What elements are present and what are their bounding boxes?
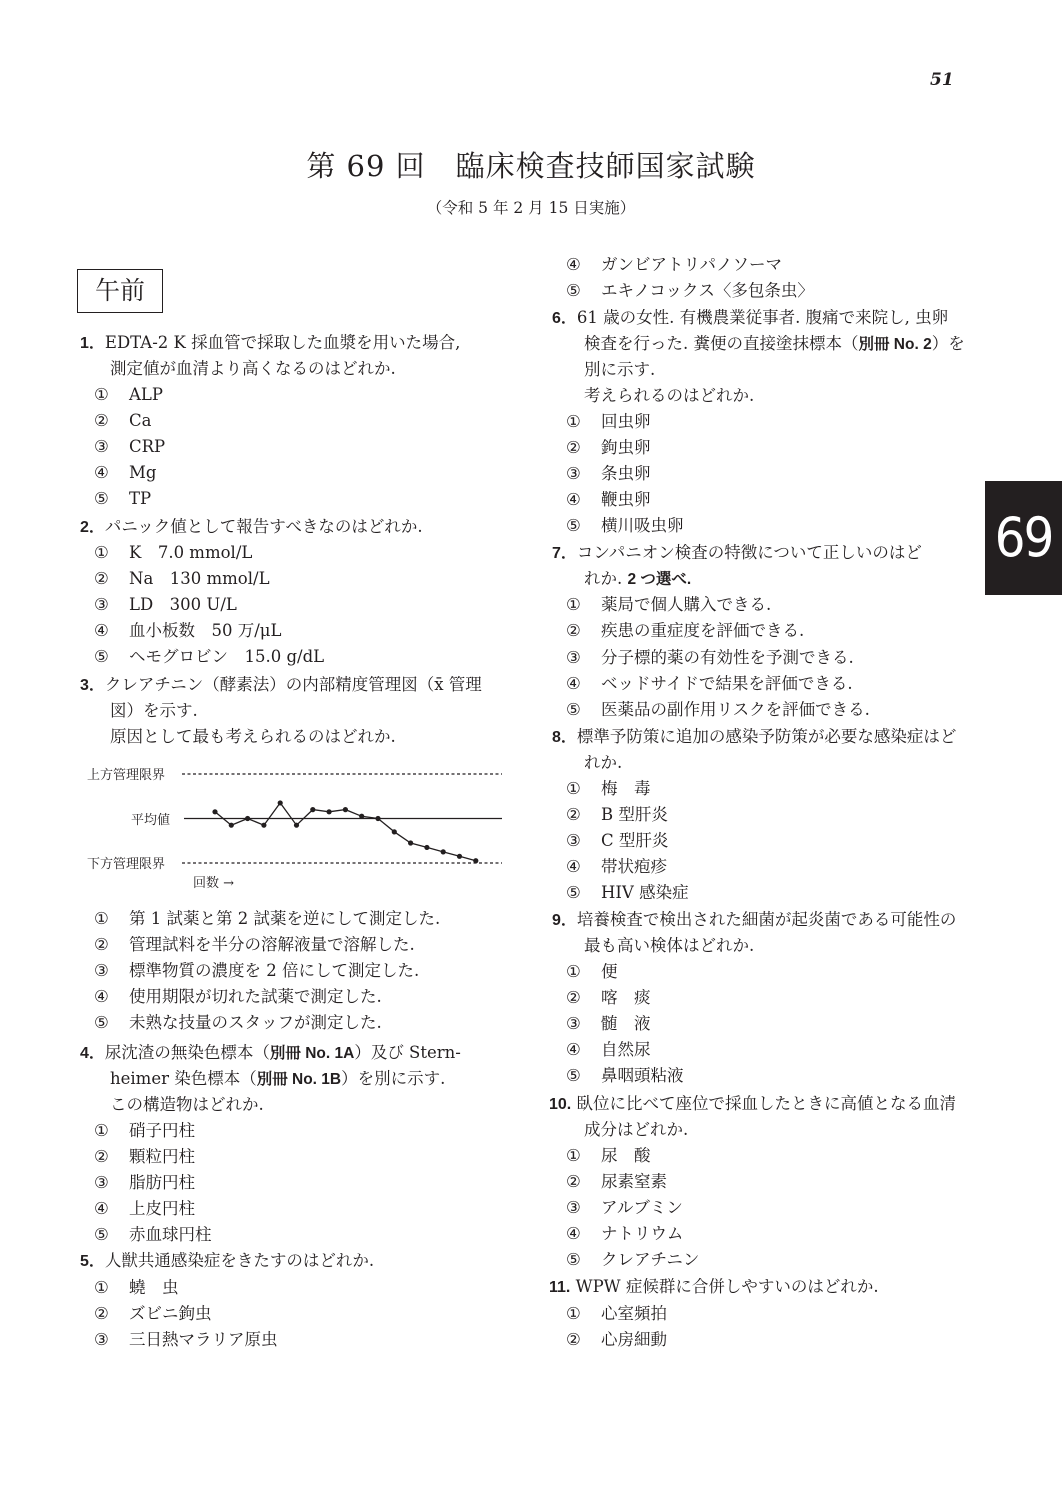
q9-line-1: 9．培養検査で検出された細菌が起炎菌である可能性の xyxy=(552,910,957,929)
q9-option: ③ 髄 液 xyxy=(566,1014,651,1033)
q2-line-1: 2．パニック値として報告すべきなのはどれか. xyxy=(80,517,423,536)
q11-line-1: 11. WPW 症候群に合併しやすいのはどれか. xyxy=(549,1277,879,1296)
q10-option: ① 尿 酸 xyxy=(566,1146,651,1165)
data-point xyxy=(245,816,250,821)
q2-option: ① K 7.0 mmol/L xyxy=(94,543,253,562)
control-chart-svg xyxy=(82,758,512,898)
mean-label: 平均値 xyxy=(131,813,171,828)
data-point xyxy=(261,823,266,828)
q6-number: 6． xyxy=(552,310,577,327)
session-label: 午前 xyxy=(77,269,163,313)
q10-option: ③ アルブミン xyxy=(566,1198,683,1217)
data-point xyxy=(327,809,332,814)
q6-line-2: 検査を行った. 糞便の直接塗抹標本（別冊 No. 2）を xyxy=(584,334,965,353)
q8-line-1: 8．標準予防策に追加の感染予防策が必要な感染症はど xyxy=(552,727,957,746)
q4-number: 4． xyxy=(80,1045,105,1062)
data-point xyxy=(359,814,364,819)
q7-number: 7． xyxy=(552,545,577,562)
q10-line-2: 成分はどれか. xyxy=(584,1120,689,1139)
booklet-ref-1a: 別冊 No. 1A xyxy=(269,1045,355,1062)
data-point xyxy=(408,840,413,845)
q6-line-4: 考えられるのはどれか. xyxy=(584,386,755,405)
q4-line-3: この構造物はどれか. xyxy=(110,1095,264,1114)
q5-line-1: 5．人獣共通感染症をきたすのはどれか. xyxy=(80,1251,375,1270)
q1-option: ③ CRP xyxy=(94,437,166,456)
q3-option: ④ 使用期限が切れた試薬で測定した. xyxy=(94,987,382,1006)
q1-line-2: 測定値が血清より高くなるのはどれか. xyxy=(110,359,396,378)
q4-option: ③ 脂肪円柱 xyxy=(94,1173,195,1192)
q11-option: ② 心房細動 xyxy=(566,1330,667,1349)
data-point xyxy=(343,807,348,812)
q4-line-1: 4．尿沈渣の無染色標本（別冊 No. 1A）及び Stern- xyxy=(80,1043,461,1062)
q1-line-1 xyxy=(80,330,460,357)
q5-option: ⑤ エキノコックス〈多包条虫〉 xyxy=(566,281,814,300)
q2-option: ⑤ ヘモグロビン 15.0 g/dL xyxy=(94,647,325,666)
q3-line-1: 3．クレアチニン（酵素法）の内部精度管理図（x̄ 管理 xyxy=(80,675,482,694)
q7-option: ③ 分子標的薬の有効性を予測できる. xyxy=(566,648,854,667)
data-point xyxy=(212,809,217,814)
data-point xyxy=(473,858,478,863)
q7-line-2: れか. 2 つ選べ. xyxy=(584,569,692,588)
q2-number: 2． xyxy=(80,519,105,536)
q3-option: ③ 標準物質の濃度を 2 倍にして測定した. xyxy=(94,961,420,980)
q9-line-2: 最も高い検体はどれか. xyxy=(584,936,755,955)
choose-two-instruction: 2 つ選べ. xyxy=(627,571,692,588)
q5-option: ① 蟯 虫 xyxy=(94,1278,179,1297)
exam-tab: 69 xyxy=(985,481,1062,595)
data-point xyxy=(457,854,462,859)
data-point xyxy=(441,849,446,854)
q6-option: ② 鉤虫卵 xyxy=(566,438,651,457)
q8-line-2: れか. xyxy=(584,753,623,772)
control-chart xyxy=(82,758,512,898)
q8-option: ② B 型肝炎 xyxy=(566,805,668,824)
q9-option: ① 便 xyxy=(566,962,618,981)
q4-option: ⑤ 赤血球円柱 xyxy=(94,1225,212,1244)
q8-option: ① 梅 毒 xyxy=(566,779,651,798)
q4-option: ② 顆粒円柱 xyxy=(94,1147,195,1166)
exam-title: 第 69 回 臨床検査技師国家試験 xyxy=(306,149,756,183)
q10-line-1: 10. 臥位に比べて座位で採血したときに高値となる血清 xyxy=(549,1094,956,1113)
q4-option: ① 硝子円柱 xyxy=(94,1121,195,1140)
q8-option: ③ C 型肝炎 xyxy=(566,831,669,850)
q4-line-2: heimer 染色標本（別冊 No. 1B）を別に示す. xyxy=(110,1069,446,1088)
q2-option: ② Na 130 mmol/L xyxy=(94,569,270,588)
q7-option: ① 薬局で個人購入できる. xyxy=(566,595,772,614)
q3-option: ① 第 1 試薬と第 2 試薬を逆にして測定した. xyxy=(94,909,441,928)
q6-option: ① 回虫卵 xyxy=(566,412,651,431)
q3-line-2: 図）を示す. xyxy=(110,701,198,720)
q9-option: ⑤ 鼻咽頭粘液 xyxy=(566,1066,684,1085)
q9-option: ④ 自然尿 xyxy=(566,1040,651,1059)
q7-line-1: 7．コンパニオン検査の特徴について正しいのはど xyxy=(552,543,922,562)
q10-number: 10. xyxy=(549,1096,572,1113)
q1-number: 1． xyxy=(80,335,105,352)
data-point xyxy=(294,823,299,828)
q9-number: 9． xyxy=(552,912,577,929)
lcl-label: 下方管理限界 xyxy=(87,857,166,872)
data-point xyxy=(375,816,380,821)
data-point xyxy=(392,829,397,834)
q4-option: ④ 上皮円柱 xyxy=(94,1199,195,1218)
q5-number: 5． xyxy=(80,1253,105,1270)
q1-option: ② Ca xyxy=(94,411,152,430)
q3-line-3: 原因として最も考えられるのはどれか. xyxy=(110,727,396,746)
q3-option: ② 管理試料を半分の溶解液量で溶解した. xyxy=(94,935,415,954)
ucl-label: 上方管理限界 xyxy=(87,768,166,783)
q11-option: ① 心室頻拍 xyxy=(566,1304,667,1323)
q1-option: ④ Mg xyxy=(94,463,157,482)
exam-date: （令和 5 年 2 月 15 日実施） xyxy=(426,199,636,217)
q5-option: ④ ガンビアトリパノソーマ xyxy=(566,255,783,274)
q6-line-3: 別に示す. xyxy=(584,360,656,379)
q10-option: ⑤ クレアチニン xyxy=(566,1250,700,1269)
q8-number: 8． xyxy=(552,729,577,746)
q10-option: ② 尿素窒素 xyxy=(566,1172,667,1191)
data-point xyxy=(310,807,315,812)
q11-number: 11. xyxy=(549,1279,571,1296)
data-point xyxy=(278,800,283,805)
q8-option: ⑤ HIV 感染症 xyxy=(566,883,689,902)
q6-option: ③ 条虫卵 xyxy=(566,464,651,483)
page-number: 51 xyxy=(930,70,954,90)
q1-option: ① ALP xyxy=(94,385,163,404)
q8-option: ④ 帯状疱疹 xyxy=(566,857,667,876)
q3-number: 3． xyxy=(80,677,105,694)
q1-text-1: EDTA-2 K 採血管で採取した血漿を用いた場合, xyxy=(104,333,461,352)
booklet-ref-1b: 別冊 No. 1B xyxy=(256,1071,342,1088)
q7-option: ⑤ 医薬品の副作用リスクを評価できる. xyxy=(566,700,870,719)
q6-option: ④ 鞭虫卵 xyxy=(566,490,651,509)
q6-option: ⑤ 横川吸虫卵 xyxy=(566,516,684,535)
q5-option: ③ 三日熱マラリア原虫 xyxy=(94,1330,278,1349)
q3-option: ⑤ 未熟な技量のスタッフが測定した. xyxy=(94,1013,382,1032)
data-point xyxy=(424,845,429,850)
q7-option: ④ ベッドサイドで結果を評価できる. xyxy=(566,674,853,693)
q10-option: ④ ナトリウム xyxy=(566,1224,684,1243)
x-axis-label: 回数 → xyxy=(193,876,235,891)
q7-option: ② 疾患の重症度を評価できる. xyxy=(566,621,805,640)
data-point xyxy=(229,823,234,828)
q2-option: ③ LD 300 U/L xyxy=(94,595,237,614)
q6-line-1: 6．61 歳の女性. 有機農業従事者. 腹痛で来院し, 虫卵 xyxy=(552,308,949,327)
q5-option: ② ズビニ鉤虫 xyxy=(94,1304,212,1323)
q1-option: ⑤ TP xyxy=(94,489,152,508)
q9-option: ② 喀 痰 xyxy=(566,988,651,1007)
booklet-ref-2: 別冊 No. 2 xyxy=(858,336,932,353)
q2-option: ④ 血小板数 50 万/μL xyxy=(94,621,282,640)
